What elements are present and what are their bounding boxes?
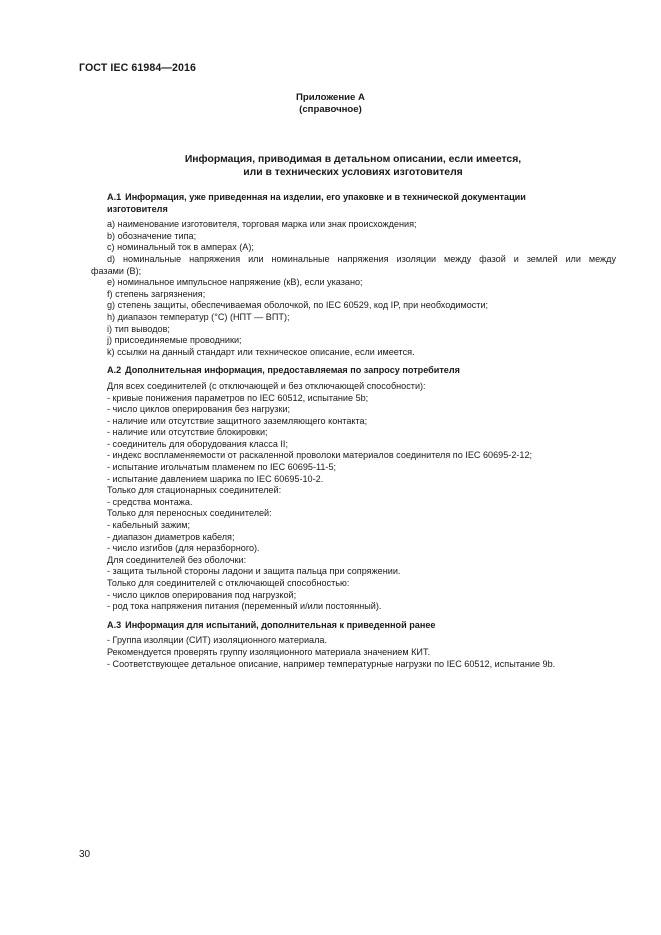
section-a2 <box>91 365 616 612</box>
list-item: d) номинальные напряжения или номинальные напряжения изоляции между фазой и землей или между <box>107 253 616 264</box>
list-item: - наличие или отсутствие защитного заземляющего контакта; <box>107 415 368 426</box>
section-a1-title-line-2: изготовителя <box>107 203 168 214</box>
list-item: - индекс воспламеняемости от раскаленной проволоки материалов соединителя по IEC 60695-2-12; <box>107 450 533 461</box>
annex-heading <box>79 92 582 116</box>
section-a3-number: А.3 <box>107 619 122 630</box>
list-item: - число циклов оперирования под нагрузкой; <box>107 589 297 600</box>
list-item: - кривые понижения параметров по IEC 60512, испытание 5b; <box>107 392 369 403</box>
annex-title <box>79 153 627 179</box>
list-item: е) номинальное импульсное напряжение (кВ), если указано; <box>107 277 363 288</box>
list-item: Только для соединителей с отключающей способностью: <box>107 578 350 588</box>
section-a3 <box>91 620 616 670</box>
annex-title-line-2: или в технических условиях изготовителя <box>243 167 463 178</box>
list-item: Только для переносных соединителей: <box>107 508 272 519</box>
list-item: Для соединителей без оболочки: <box>107 554 247 565</box>
standard-code: ГОСТ IEC 61984—2016 <box>79 62 197 74</box>
section-a1-title-line-1: Информация, уже приведенная на изделии, его упаковке и в технической документации <box>125 192 526 202</box>
list-item: j) присоединяемые проводники; <box>107 335 242 346</box>
section-a1-number: А.1 <box>107 192 122 202</box>
list-item-continuation: фазами (В); <box>91 265 142 276</box>
list-item: - испытание игольчатым пламенем по IEC 60695-11-5; <box>107 462 337 473</box>
section-a3-title-text: Информация для испытаний, дополнительная к приведенной ранее <box>125 619 436 630</box>
section-a2-number: А.2 <box>107 365 122 376</box>
list-item: - число циклов оперирования без нагрузки; <box>107 404 291 415</box>
annex-title-line-1: Информация, приводимая в детальном описании, если имеется, <box>184 154 522 165</box>
list-item: - диапазон диаметров кабеля; <box>107 531 235 542</box>
section-a3-title <box>91 620 616 632</box>
document-body <box>91 192 616 670</box>
list-item: c) номинальный ток в амперах (А); <box>107 242 254 253</box>
section-a2-title-text: Дополнительная информация, предоставляемая по запросу потребителя <box>125 365 460 376</box>
list-item: i) тип выводов; <box>107 323 170 334</box>
list-item: а) наименование изготовителя, торговая марка или знак происхождения; <box>107 219 417 230</box>
list-item: k) ссылки на данный стандарт или техническое описание, если имеется. <box>107 346 415 357</box>
list-item: b) обозначение типа; <box>107 230 197 241</box>
section-a2-title <box>91 365 616 377</box>
list-item: - соединитель для оборудования класса II; <box>107 438 288 449</box>
section-a1 <box>91 192 616 358</box>
annex-status: (справочное) <box>299 104 362 115</box>
list-item: Рекомендуется проверять группу изоляционного материала значением КИТ. <box>107 646 431 657</box>
page-number: 30 <box>79 849 91 860</box>
list-item: g) степень защиты, обеспечиваемая оболочкой, по IEC 60529, код IP, при необходимости; <box>107 300 489 311</box>
annex-label: Приложение А <box>296 92 365 103</box>
list-item: - наличие или отсутствие блокировки; <box>107 427 268 438</box>
list-item: - род тока напряжения питания (переменный и/или постоянный). <box>107 601 382 612</box>
list-item: - кабельный зажим; <box>107 520 191 531</box>
list-item: - число изгибов (для неразборного). <box>107 543 260 554</box>
section-a1-title <box>91 192 616 215</box>
list-item: - Группа изоляции (СИТ) изоляционного материала. <box>107 635 327 646</box>
list-item: Только для стационарных соединителей: <box>107 485 282 496</box>
list-item: h) диапазон температур (°С) (НПТ — ВПТ); <box>107 311 290 322</box>
list-item: - защита тыльной стороны ладони и защита пальца при сопряжении. <box>107 566 401 577</box>
list-item: - Соответствующее детальное описание, например температурные нагрузки по IEC 60512, испытание 9b. <box>107 658 556 669</box>
list-item: - испытание давлением шарика по IEC 60695-10-2. <box>107 473 324 484</box>
list-item: - средства монтажа. <box>107 496 193 507</box>
list-item: Для всех соединителей (с отключающей и без отключающей способности): <box>107 380 426 391</box>
list-item: f) степень загрязнения; <box>107 288 206 299</box>
